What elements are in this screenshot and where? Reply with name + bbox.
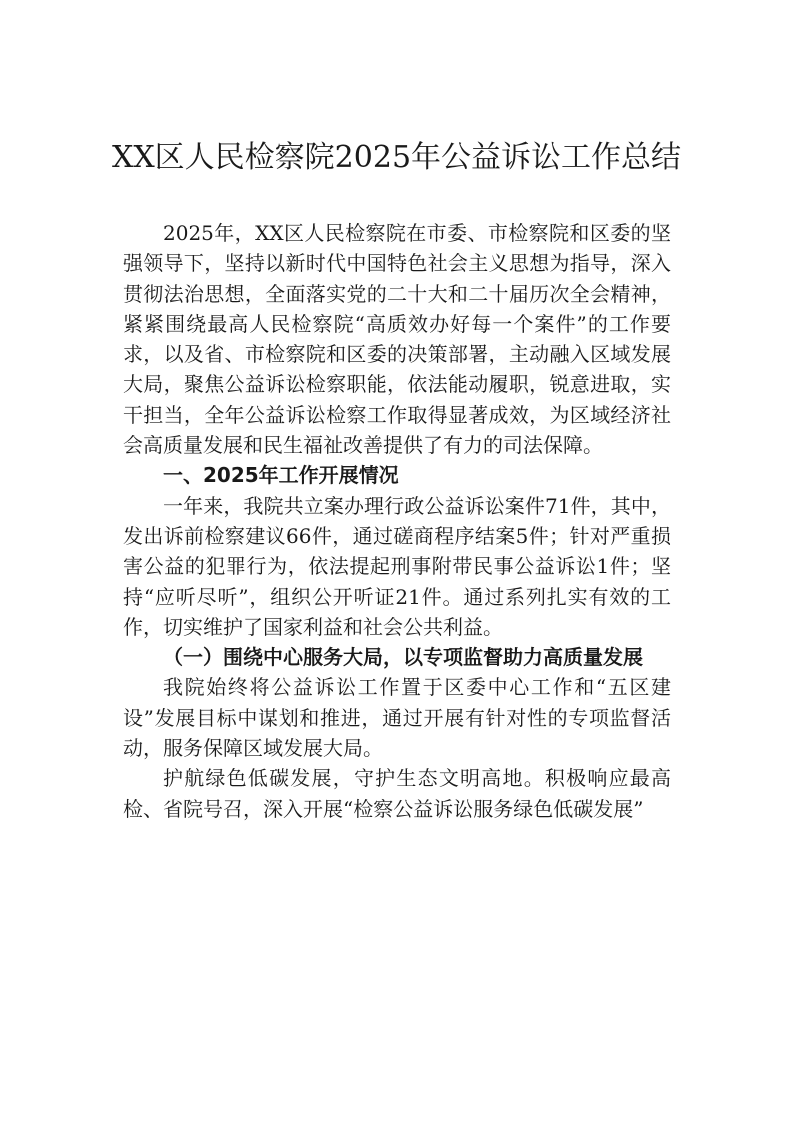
paragraph-overview: 一年来，我院共立案办理行政公益诉讼案件71件，其中，发出诉前检察建议66件，通过磋商程序结案5件；针对严重损害公益的犯罪行为，依法提起刑事附带民事公益诉讼1件；坚持“应听尽听”，组织公开听证21件。通过系列扎实有效的工作，切实维护了国家利益和社会公共利益。 (123, 493, 671, 639)
paragraph-intro: 2025年，XX区人民检察院在市委、市检察院和区委的坚强领导下，坚持以新时代中国特色社会主义思想为指导，深入贯彻法治思想，全面落实党的二十大和二十届历次全会精神，紧紧围绕最高人民检察院“高质效办好每一个案件”的工作要求，以及省、市检察院和区委的决策部署，主动融入区域发展大局，聚焦公益诉讼检察职能，依法能动履职，锐意进取，实干担当，全年公益诉讼检察工作取得显著成效，为区域经济社会高质量发展和民生福祉改善提供了有力的司法保障。 (123, 221, 671, 458)
paragraph-green-development: 护航绿色低碳发展，守护生态文明高地。积极响应最高检、省院号召，深入开展“检察公益诉讼服务绿色低碳发展” (123, 766, 671, 821)
subsection-heading-1: （一）围绕中心服务大局，以专项监督助力高质量发展 (163, 645, 643, 670)
paragraph-subsection-intro: 我院始终将公益诉讼工作置于区委中心工作和“五区建设”发展目标中谋划和推进，通过开展有针对性的专项监督活动，服务保障区域发展大局。 (123, 675, 671, 761)
document-body (123, 218, 671, 824)
document-title: XX区人民检察院2025年公益诉讼工作总结 (111, 140, 682, 175)
section-heading-1: 一、2025年工作开展情况 (163, 463, 399, 488)
